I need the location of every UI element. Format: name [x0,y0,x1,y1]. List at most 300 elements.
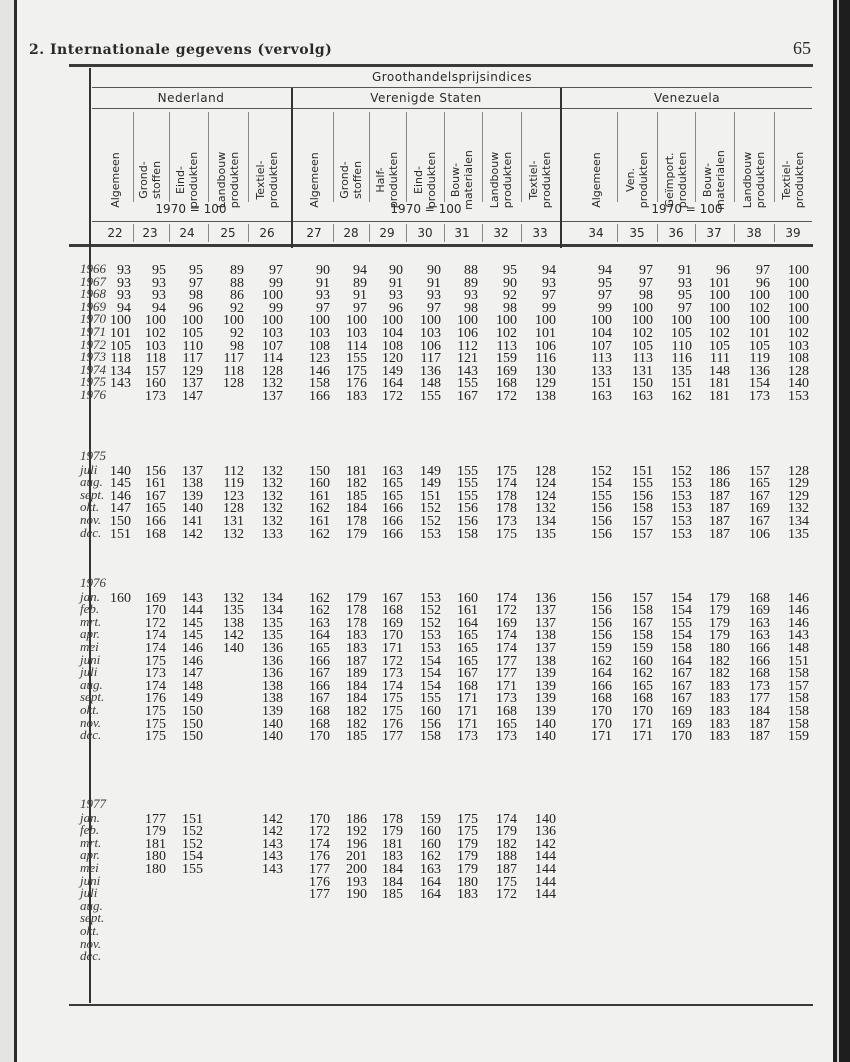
table-cell: 164 [671,653,692,669]
table-cell: 147 [182,666,203,682]
table-cell: 167 [749,488,770,504]
table-cell: 154 [671,603,692,619]
column-header-line: produkten [501,151,514,209]
table-cell: 166 [382,501,403,517]
table-cell: 200 [346,862,367,877]
table-cell: 157 [632,590,653,606]
column-divider [617,112,618,202]
table-cell: 173 [496,729,517,745]
column-number-22: 22 [107,226,123,240]
table-cell: 119 [749,351,770,367]
table-cell: 160 [110,590,131,606]
table-cell: 182 [346,476,367,492]
table-cell: 183 [709,691,730,707]
column-header-line: produkten [228,151,241,209]
table-cell: 170 [591,704,612,719]
table-cell: 173 [457,729,478,745]
table-cell: 166 [145,514,166,529]
table-cell: 162 [420,849,441,865]
column-header-line: produkten [793,151,806,209]
table-cell: 181 [346,463,367,479]
column-number-divider [482,224,483,242]
table-cell: 158 [788,716,809,732]
table-cell: 140 [788,376,809,392]
table-cell: 110 [671,338,692,354]
table-cell: 184 [346,678,367,694]
row-label: okt. [80,923,100,938]
table-cell: 172 [496,887,517,903]
column-divider [248,112,249,202]
column-header-line: Landbouw [215,151,228,209]
table-cell: 166 [382,514,403,529]
table-cell: 94 [542,263,556,278]
row-label: 1968 [80,286,106,302]
table-cell: 90 [427,263,441,278]
table-cell: 179 [346,590,367,606]
base-label-1: 1970 = 100 [390,202,462,216]
table-cell: 141 [182,514,203,529]
table-cell: 136 [749,363,770,379]
table-cell: 100 [223,313,244,329]
table-cell: 98 [230,338,244,354]
table-cell: 162 [671,389,692,404]
column-number-divider [774,224,775,242]
table-cell: 138 [223,615,244,631]
table-cell: 123 [309,351,330,367]
table-cell: 110 [182,338,203,354]
table-cell: 101 [110,326,131,341]
table-cell: 164 [382,376,403,392]
table-cell: 174 [496,811,517,827]
table-cell: 139 [535,678,556,694]
table-cell: 176 [145,691,166,707]
table-cell: 177 [496,653,517,669]
table-cell: 129 [788,488,809,504]
page-title: 2. Internationale gegevens (vervolg) [29,42,333,58]
table-cell: 175 [382,704,403,719]
column-divider [521,112,522,202]
table-cell: 187 [346,653,367,669]
row-label: nov. [80,512,102,527]
table-cell: 139 [535,666,556,682]
table-cell: 130 [535,363,556,379]
table-cell: 135 [262,615,283,631]
table-cell: 117 [420,351,441,367]
table-cell: 146 [788,603,809,619]
column-number-35: 35 [629,226,645,240]
table-cell: 137 [182,463,203,479]
table-cell: 179 [709,603,730,619]
table-cell: 132 [262,514,283,529]
column-header-line: Bouw- [449,162,462,198]
table-cell: 93 [117,263,131,278]
column-number-38: 38 [746,226,762,240]
table-cell: 143 [262,849,283,865]
table-cell: 140 [223,641,244,656]
row-label: mrt. [80,613,102,629]
table-cell: 166 [309,678,330,694]
row-label: dec. [80,524,102,540]
table-cell: 153 [671,476,692,492]
table-cell: 113 [591,351,612,367]
table-cell: 169 [382,615,403,631]
table-cell: 162 [309,526,330,542]
table-cell: 116 [535,351,556,367]
column-header-line: Algemeen [108,152,122,208]
table-cell: 150 [309,463,330,479]
table-cell: 135 [223,603,244,619]
table-cell: 184 [346,501,367,517]
table-cell: 166 [591,678,612,694]
table-cell: 93 [152,288,166,304]
table-cell: 134 [262,590,283,606]
table-cell: 165 [382,488,403,504]
table-cell: 170 [671,729,692,745]
table-cell: 151 [591,376,612,392]
table-cell: 138 [535,628,556,644]
column-number-27: 27 [306,226,322,240]
row-label: okt. [80,499,100,515]
table-cell: 174 [382,678,403,694]
table-cell: 145 [110,476,131,492]
table-cell: 171 [457,716,478,732]
table-cell: 97 [598,288,612,304]
table-cell: 102 [496,326,517,341]
table-cell: 155 [457,463,478,479]
table-cell: 132 [262,501,283,517]
table-cell: 96 [389,300,403,316]
table-cell: 168 [457,678,478,694]
table-cell: 162 [309,603,330,619]
table-cell: 167 [309,691,330,707]
table-cell: 91 [316,275,330,291]
column-number-divider [617,224,618,242]
table-cell: 128 [262,363,283,379]
table-cell: 146 [309,363,330,379]
table-cell: 173 [496,514,517,529]
table-cell: 184 [382,862,403,877]
table-cell: 139 [182,488,203,504]
table-cell: 175 [382,691,403,707]
column-number-divider [521,224,522,242]
table-cell: 135 [535,526,556,542]
table-cell: 104 [382,326,403,341]
table-cell: 136 [535,590,556,606]
table-cell: 143 [788,628,809,644]
table-cell: 183 [709,704,730,719]
table-cell: 179 [457,849,478,865]
table-cell: 98 [464,300,478,316]
table-cell: 159 [420,811,441,827]
table-cell: 142 [262,824,283,840]
table-cell: 102 [709,326,730,341]
table-cell: 97 [189,275,203,291]
table-cell: 100 [788,300,809,316]
table-cell: 107 [591,338,612,354]
row-label: feb. [80,822,100,838]
table-cell: 155 [671,615,692,631]
table-cell: 100 [671,313,692,329]
row-label: juni [80,872,101,888]
table-cell: 160 [420,836,441,852]
table-cell: 155 [182,862,203,877]
column-header-line: produkten [676,151,689,209]
table-cell: 111 [710,351,730,367]
table-cell: 180 [709,641,730,656]
table-cell: 158 [632,603,653,619]
table-cell: 167 [145,488,166,504]
table-cell: 152 [420,615,441,631]
table-cell: 101 [535,326,556,341]
table-cell: 166 [749,641,770,656]
table-cell: 158 [420,729,441,745]
table-cell: 163 [632,389,653,404]
table-cell: 166 [309,653,330,669]
table-cell: 142 [223,628,244,644]
table-cell: 169 [145,590,166,606]
table-cell: 136 [262,653,283,669]
table-cell: 137 [535,641,556,656]
table-cell: 170 [309,811,330,827]
table-cell: 154 [420,666,441,682]
table-cell: 151 [110,526,131,542]
table-cell: 134 [788,514,809,529]
row-label: 1967 [80,273,106,289]
table-cell: 174 [309,836,330,852]
table-cell: 100 [788,275,809,291]
table-cell: 168 [749,590,770,606]
group-label-1: Verenigde Staten [370,91,482,105]
table-cell: 165 [632,678,653,694]
table-cell: 112 [457,338,478,354]
table-cell: 158 [632,501,653,517]
column-header-line: stoffen [351,160,364,200]
table-cell: 164 [420,887,441,903]
table-cell: 135 [262,628,283,644]
table-cell: 180 [145,862,166,877]
table-cell: 135 [671,363,692,379]
table-cell: 168 [496,704,517,719]
table-cell: 153 [420,590,441,606]
table-cell: 186 [709,463,730,479]
table-cell: 99 [542,300,556,316]
table-cell: 158 [788,704,809,719]
table-cell: 157 [749,463,770,479]
table-cell: 147 [182,389,203,404]
table-cell: 180 [457,874,478,890]
column-number-32: 32 [493,226,509,240]
table-cell: 97 [639,263,653,278]
table-cell: 100 [457,313,478,329]
table-cell: 103 [346,326,367,341]
column-number-divider [406,224,407,242]
table-cell: 156 [145,463,166,479]
table-cell: 170 [632,704,653,719]
column-divider [774,112,775,202]
table-cell: 179 [709,628,730,644]
table-cell: 143 [182,590,203,606]
column-number-28: 28 [343,226,359,240]
column-number-31: 31 [454,226,470,240]
column-header-line: Geïmport. [663,152,676,208]
table-cell: 167 [671,691,692,707]
table-cell: 178 [346,615,367,631]
table-cell: 151 [182,811,203,827]
table-cell: 183 [346,389,367,404]
table-cell: 135 [788,526,809,542]
table-cell: 148 [788,641,809,656]
table-cell: 140 [262,716,283,732]
table-cell: 175 [457,824,478,840]
column-number-29: 29 [379,226,395,240]
table-cell: 184 [382,874,403,890]
table-cell: 171 [382,641,403,656]
table-cell: 100 [749,288,770,304]
document-page [17,0,833,1062]
table-cell: 168 [145,526,166,542]
table-cell: 165 [457,641,478,656]
table-cell: 93 [389,288,403,304]
row-label: dec. [80,727,102,743]
table-cell: 164 [457,615,478,631]
table-cell: 128 [535,463,556,479]
table-cell: 136 [262,666,283,682]
table-cell: 103 [788,338,809,354]
table-cell: 172 [309,824,330,840]
table-cell: 92 [230,300,244,316]
row-label: sept. [80,910,105,926]
page-right-border [833,0,850,1062]
column-header-line: produkten [637,151,650,209]
table-cell: 93 [152,275,166,291]
table-cell: 150 [182,716,203,732]
table-cell: 168 [309,716,330,732]
table-cell: 139 [262,704,283,719]
table-cell: 105 [709,338,730,354]
table-cell: 100 [382,313,403,329]
row-label: juli [80,664,98,680]
table-cell: 100 [262,288,283,304]
table-cell: 89 [464,275,478,291]
table-cell: 167 [309,666,330,682]
table-cell: 187 [709,488,730,504]
table-cell: 150 [182,729,203,745]
table-cell: 187 [749,716,770,732]
table-cell: 98 [189,288,203,304]
table-cell: 129 [182,363,203,379]
table-cell: 129 [788,476,809,492]
table-cell: 118 [145,351,166,367]
super-header-rule [92,87,812,88]
table-cell: 105 [182,326,203,341]
table-cell: 143 [110,376,131,392]
table-cell: 118 [223,363,244,379]
table-cell: 91 [353,288,367,304]
column-header-line: Landbouw [488,151,501,209]
column-header-line: Textiel- [527,160,540,200]
table-cell: 169 [749,603,770,619]
table-cell: 99 [269,275,283,291]
table-cell: 91 [427,275,441,291]
table-cell: 100 [709,313,730,329]
table-cell: 160 [457,590,478,606]
table-cell: 163 [749,628,770,644]
table-cell: 106 [420,338,441,354]
table-cell: 179 [457,862,478,877]
table-cell: 177 [749,691,770,707]
table-cell: 173 [145,389,166,404]
table-cell: 144 [535,887,556,903]
table-cell: 152 [420,501,441,517]
row-label: 1973 [80,349,106,365]
table-cell: 190 [346,887,367,903]
table-cell: 187 [749,729,770,745]
column-number-divider [695,224,696,242]
table-cell: 175 [145,716,166,732]
table-cell: 86 [230,288,244,304]
table-cell: 103 [262,326,283,341]
column-header-line: Textiel- [780,160,793,200]
table-cell: 155 [457,488,478,504]
row-label: 1976 [80,387,106,402]
row-label: feb. [80,601,100,617]
row-label: mrt. [80,834,102,850]
table-cell: 96 [189,300,203,316]
table-cell: 100 [788,288,809,304]
table-cell: 182 [496,836,517,852]
table-cell: 168 [496,376,517,392]
table-cell: 160 [309,476,330,492]
table-cell: 132 [262,476,283,492]
page-number: 65 [793,38,811,58]
table-cell: 151 [420,488,441,504]
column-header-line: stoffen [150,160,163,200]
table-cell: 153 [420,526,441,542]
table-cell: 146 [182,653,203,669]
table-cell: 174 [496,476,517,492]
table-cell: 142 [535,836,556,852]
table-cell: 106 [457,326,478,341]
table-cell: 181 [709,376,730,392]
table-cell: 162 [309,501,330,517]
table-cell: 155 [457,476,478,492]
table-cell: 94 [117,300,131,316]
table-cell: 150 [182,704,203,719]
table-cell: 163 [420,862,441,877]
table-cell: 164 [420,874,441,890]
column-number-divider [444,224,445,242]
table-cell: 187 [496,862,517,877]
table-cell: 162 [591,653,612,669]
table-cell: 166 [382,526,403,542]
column-divider [734,112,735,202]
table-cell: 152 [182,836,203,852]
table-cell: 160 [145,376,166,392]
table-cell: 182 [709,653,730,669]
table-cell: 144 [182,603,203,619]
table-cell: 124 [535,476,556,492]
table-cell: 179 [496,824,517,840]
table-cell: 156 [591,526,612,542]
table-cell: 140 [535,811,556,827]
table-cell: 92 [230,326,244,341]
table-cell: 143 [457,363,478,379]
table-cell: 90 [316,263,330,278]
column-header-line: materialen [462,150,475,210]
table-cell: 154 [420,653,441,669]
table-cell: 103 [145,338,166,354]
table-cell: 156 [591,501,612,517]
